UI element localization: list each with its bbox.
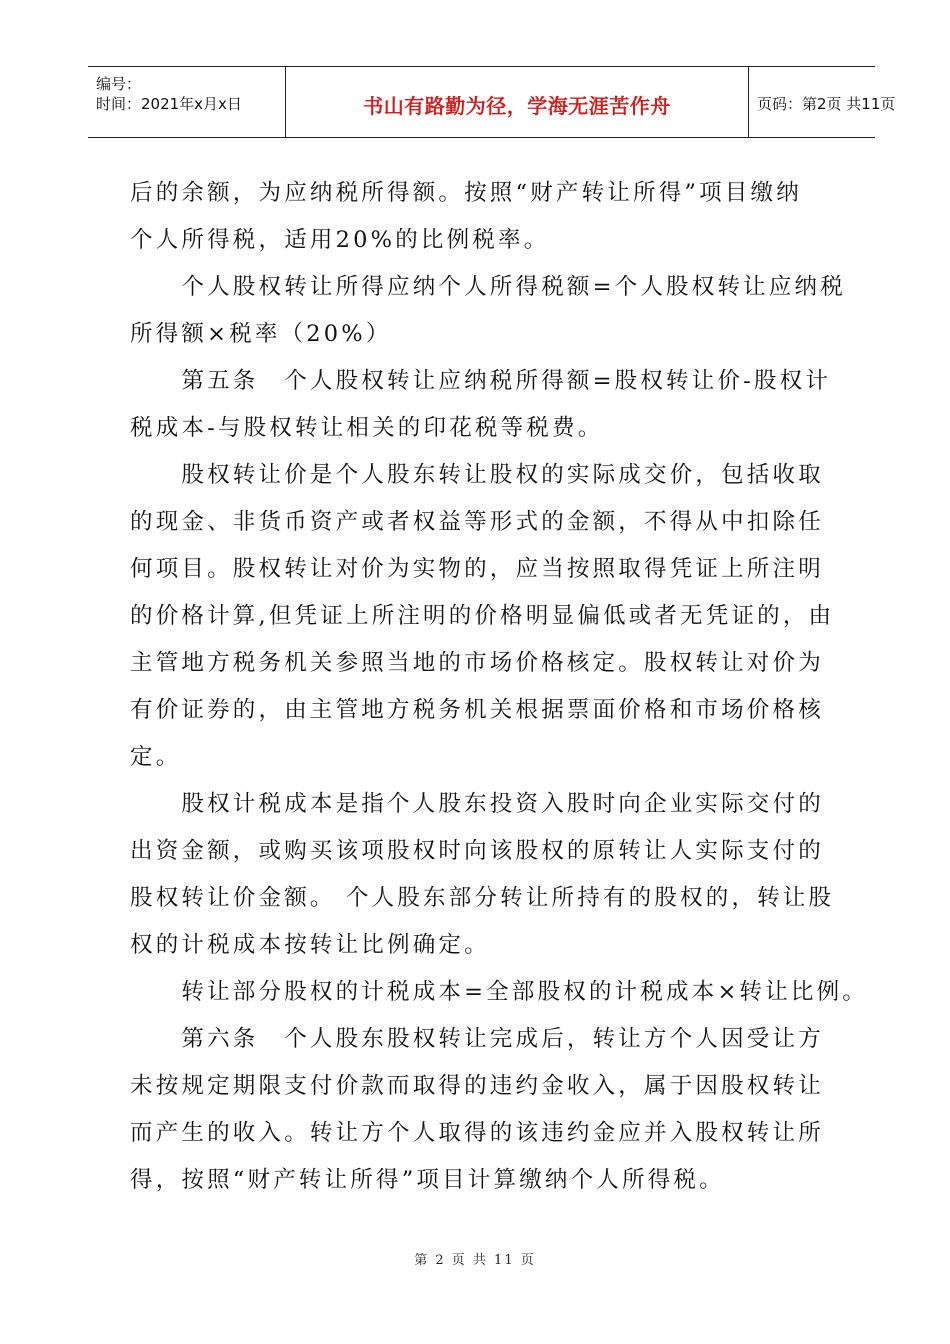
body-text-line: 个人股权转让所得应纳个人所得税额=个人股权转让应纳税 — [130, 274, 846, 300]
body-text-line: 何项目。股权转让对价为实物的，应当按照取得凭证上所注明 — [130, 556, 824, 582]
body-text-line: 后的余额，为应纳税所得额。按照“财产转让所得”项目缴纳 — [130, 180, 802, 206]
body-text-line: 权的计税成本按转让比例确定。 — [130, 932, 490, 958]
document-body — [130, 170, 869, 1204]
body-text-line: 的现金、非货币资产或者权益等形式的金额，不得从中扣除任 — [130, 509, 824, 535]
body-text-line: 未按规定期限支付价款而取得的违约金收入，属于因股权转让 — [130, 1073, 824, 1099]
body-text-line: 转让部分股权的计税成本=全部股权的计税成本×转让比例。 — [130, 979, 869, 1005]
page-footer: 第 2 页 共 11 页 — [414, 1253, 536, 1268]
body-text-line: 定。 — [130, 744, 182, 770]
document-date-label: 时间：2021年x月x日 — [96, 95, 242, 113]
body-text-line: 的价格计算,但凭证上所注明的价格明显偏低或者无凭证的，由 — [130, 603, 835, 629]
header-page-cell — [749, 67, 896, 137]
body-text-line: 第五条 个人股权转让应纳税所得额=股权转让价-股权计 — [130, 368, 832, 394]
document-number-label: 编号： — [96, 75, 142, 93]
body-text-line: 主管地方税务机关参照当地的市场价格核定。股权转让对价为 — [130, 650, 824, 676]
body-text-line: 所得额×税率（20%） — [130, 321, 392, 347]
body-text-line: 有价证券的，由主管地方税务机关根据票面价格和市场价格核 — [130, 697, 824, 723]
body-text-line: 第六条 个人股东股权转让完成后，转让方个人因受让方 — [130, 1026, 824, 1052]
body-text-line: 税成本-与股权转让相关的印花税等税费。 — [130, 415, 604, 441]
body-text-line: 股权转让价金额。 个人股东部分转让所持有的股权的，转让股 — [130, 885, 835, 911]
body-text-line: 得，按照“财产转让所得”项目计算缴纳个人所得税。 — [130, 1167, 725, 1193]
body-text-line: 股权计税成本是指个人股东投资入股时向企业实际交付的 — [130, 791, 824, 817]
document-header — [88, 66, 896, 138]
header-motto: 书山有路勤为径，学海无涯苦作舟 — [363, 94, 671, 118]
header-motto-cell — [285, 67, 749, 137]
body-text-line: 而产生的收入。转让方个人取得的该违约金应并入股权转让所 — [130, 1120, 824, 1146]
header-meta-cell — [88, 67, 285, 137]
body-text-line: 股权转让价是个人股东转让股权的实际成交价，包括收取 — [130, 462, 824, 488]
body-text-line: 个人所得税，适用20%的比例税率。 — [130, 227, 550, 253]
header-page-code: 页码：第2页 共11页 — [757, 95, 896, 113]
body-text-line: 出资金额，或购买该项股权时向该股权的原转让人实际支付的 — [130, 838, 824, 864]
